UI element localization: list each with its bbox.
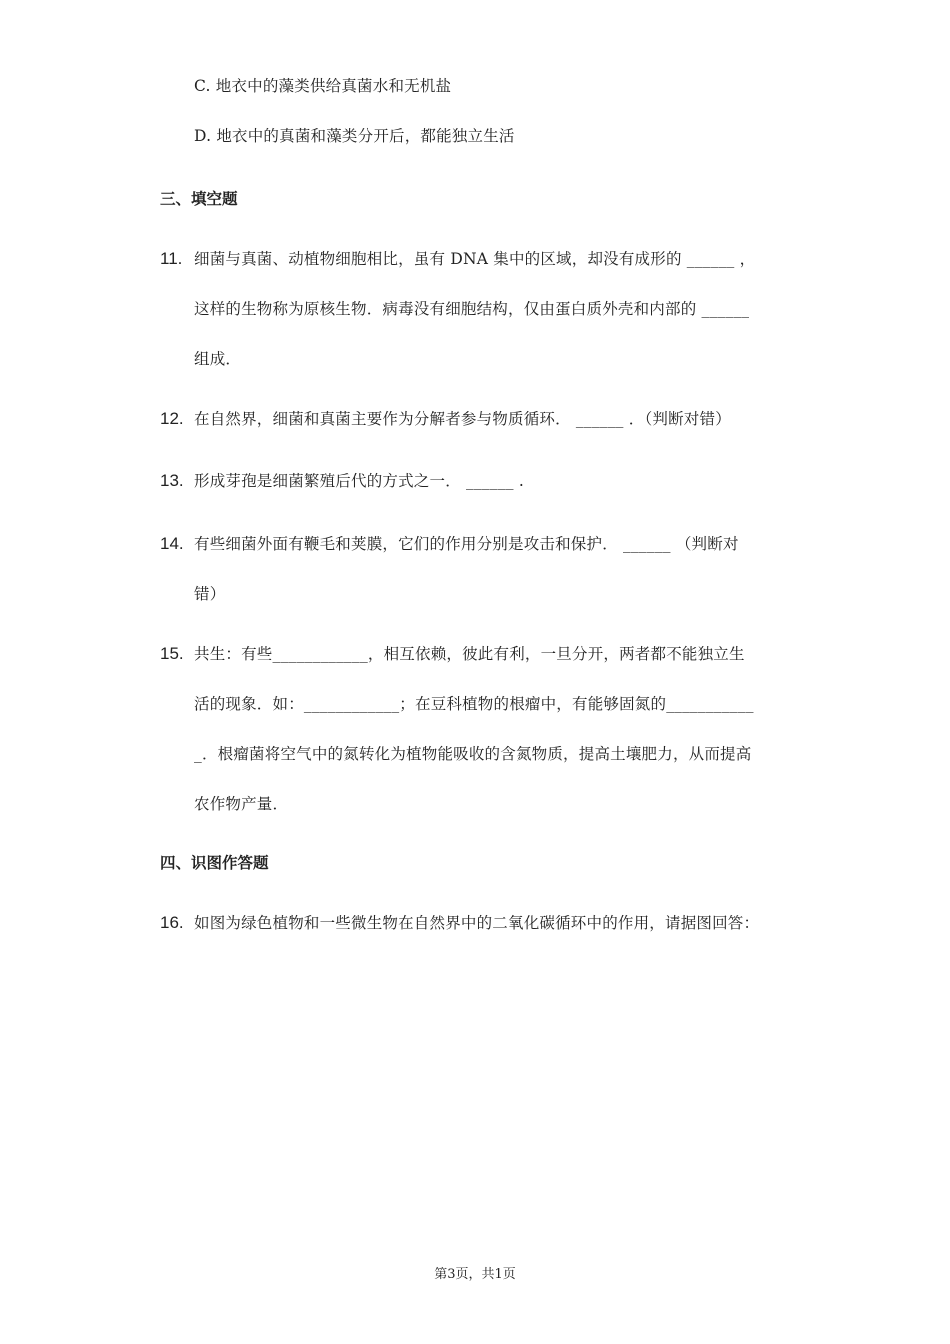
question-13-line-1: 形成芽孢是细菌繁殖后代的方式之一． ______ . bbox=[194, 472, 524, 490]
page-footer: 第3页，共1页 bbox=[434, 1267, 516, 1282]
question-number-14: 14. bbox=[160, 534, 184, 553]
question-number-15: 15. bbox=[160, 644, 184, 663]
question-12-line-1: 在自然界，细菌和真菌主要作为分解者参与物质循环． ______ ．（判断对错） bbox=[194, 410, 731, 428]
question-11-line-2: 这样的生物称为原核生物．病毒没有细胞结构，仅由蛋白质外壳和内部的 ______ bbox=[194, 300, 750, 318]
question-15-line-4: 农作物产量． bbox=[194, 795, 289, 813]
section-heading-fill-blank: 三、填空题 bbox=[160, 189, 238, 208]
question-14-line-2: 错） bbox=[194, 585, 226, 603]
question-16-line-1: 如图为绿色植物和一些微生物在自然界中的二氧化碳循环中的作用，请据图回答： bbox=[194, 914, 760, 932]
question-11-line-1: 细菌与真菌、动植物细胞相比，虽有 DNA 集中的区域，却没有成形的 ______ ， bbox=[194, 250, 756, 268]
question-11-line-3: 组成． bbox=[194, 350, 242, 368]
option-c: C. 地衣中的藻类供给真菌水和无机盐 bbox=[194, 77, 452, 95]
question-number-12: 12. bbox=[160, 409, 184, 428]
question-15-line-1: 共生：有些____________，相互依赖，彼此有利，一旦分开，两者都不能独立生 bbox=[194, 645, 745, 663]
section-heading-diagram-questions: 四、识图作答题 bbox=[160, 853, 269, 872]
question-number-16: 16. bbox=[160, 913, 184, 932]
option-d: D. 地衣中的真菌和藻类分开后，都能独立生活 bbox=[194, 127, 515, 145]
question-number-13: 13. bbox=[160, 471, 184, 490]
question-15-line-3: _．根瘤菌将空气中的氮转化为植物能吸收的含氮物质，提高土壤肥力，从而提高 bbox=[194, 745, 752, 763]
question-14-line-1: 有些细菌外面有鞭毛和荚膜，它们的作用分别是攻击和保护． ______ （判断对 bbox=[194, 535, 739, 553]
question-number-11: 11. bbox=[160, 249, 183, 268]
question-15-line-2: 活的现象．如：____________；在豆科植物的根瘤中，有能够固氮的___________ bbox=[194, 695, 754, 713]
